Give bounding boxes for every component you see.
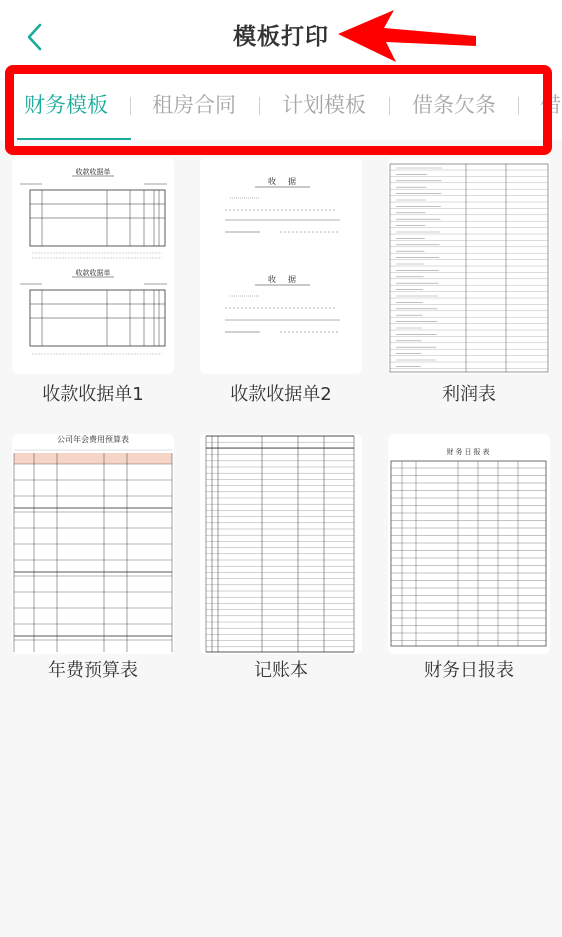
template-label: 收款收据单1	[42, 384, 144, 405]
thumb-title-4: 据	[288, 275, 296, 284]
thumb-title-2: 据	[288, 177, 296, 186]
template-card-receipt-2[interactable]	[200, 158, 362, 408]
template-card-annual-budget[interactable]	[12, 434, 174, 684]
template-card-income-statement[interactable]	[388, 158, 550, 408]
template-card-receipt-1[interactable]	[12, 158, 174, 408]
daily-report-preview-image	[388, 434, 550, 654]
budget-preview-image	[12, 434, 174, 654]
account-book-preview-image	[200, 434, 362, 654]
category-tabs	[0, 72, 562, 140]
tab-more[interactable]: 借	[540, 93, 561, 117]
tab-divider	[259, 97, 260, 115]
template-thumbnail	[200, 158, 362, 374]
receipt-preview-image	[200, 158, 362, 374]
tab-divider	[130, 97, 131, 115]
thumb-title: 财务日报表	[446, 448, 492, 456]
tab-divider	[389, 97, 390, 115]
tab-rental-contract[interactable]: 租房合同	[152, 93, 236, 117]
tab-iou[interactable]: 借条欠条	[412, 93, 496, 117]
tab-divider	[518, 97, 519, 115]
income-statement-preview-image	[388, 158, 550, 374]
thumb-title-1: 收款收据单	[75, 168, 111, 176]
thumb-title-3: 收	[268, 275, 276, 284]
template-thumbnail	[388, 158, 550, 374]
template-label: 年费预算表	[48, 660, 138, 681]
template-label: 收款收据单2	[230, 384, 332, 405]
tab-plan-templates[interactable]: 计划模板	[282, 93, 366, 117]
page-title: 模板打印	[233, 24, 329, 50]
template-label: 利润表	[442, 384, 496, 405]
template-thumbnail	[200, 434, 362, 654]
thumb-title: 公司年会费用预算表	[57, 435, 129, 444]
thumb-title-2: 收款收据单	[75, 269, 111, 277]
thumb-title-1: 收	[268, 177, 276, 186]
template-thumbnail	[12, 434, 174, 654]
template-label: 财务日报表	[424, 660, 514, 681]
template-label: 记账本	[254, 660, 308, 681]
template-card-account-book[interactable]	[200, 434, 362, 684]
tab-finance-templates[interactable]: 财务模板	[24, 93, 108, 117]
template-thumbnail	[12, 158, 174, 374]
active-tab-indicator	[17, 138, 131, 140]
template-card-daily-finance-report[interactable]	[388, 434, 550, 684]
template-thumbnail	[388, 434, 550, 654]
top-app-bar	[0, 0, 562, 72]
receipt-preview-image	[12, 158, 174, 374]
